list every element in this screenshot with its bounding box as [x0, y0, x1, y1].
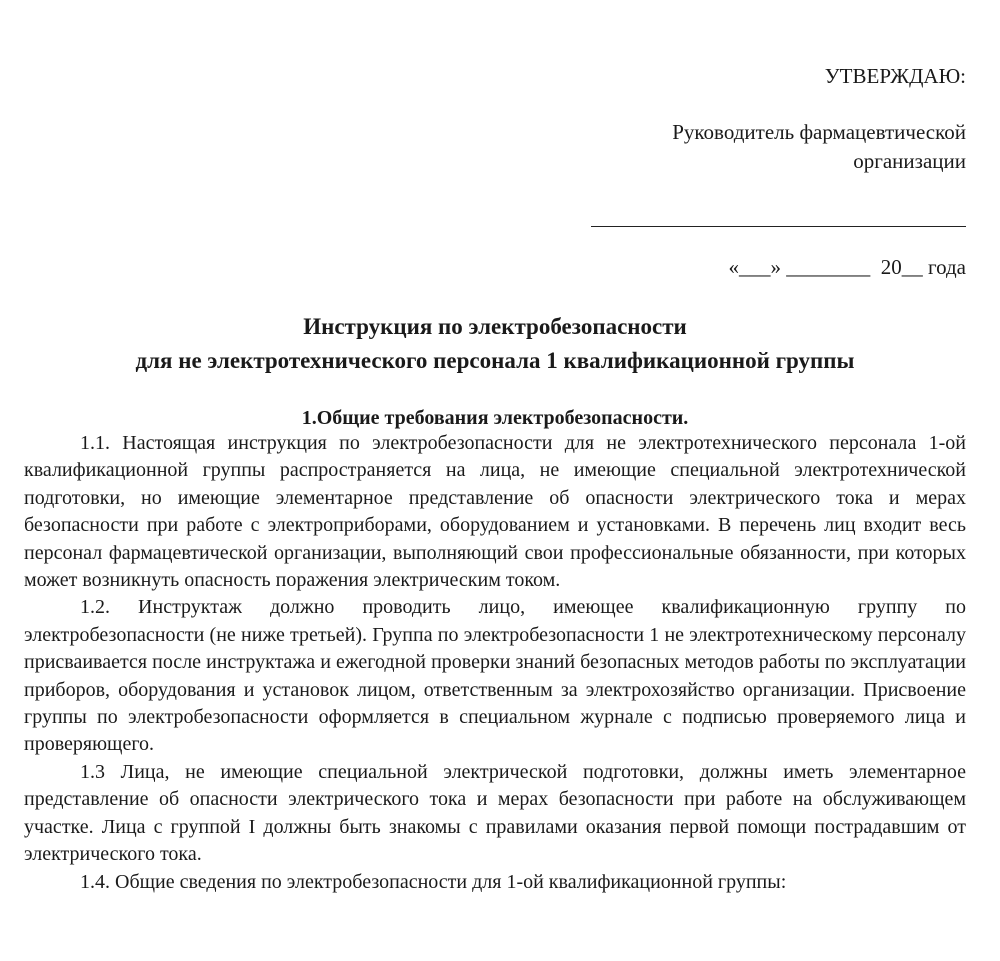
section-body [24, 430, 966, 896]
paragraph-1-4: 1.4. Общие сведения по электробезопасности для 1-ой квалификационной группы: [80, 870, 787, 893]
document-page [24, 0, 966, 961]
approval-heading: УТВЕРЖДАЮ: [824, 64, 966, 88]
document-title [24, 310, 966, 378]
approval-role [672, 118, 966, 176]
paragraph-1-2: 1.2. Инструктаж должно проводить лицо, имеющее квалификационную группу по электробезопасности (не ниже третьей). Группа по электробезопасности 1 не электротехническому персоналу присваивается после инструктажа и ежегодной проверки знаний безопасных методов работы по эксплуатации приборов, оборудования и установок лицом, ответственным за электрохозяйство организации. Присвоение группы по электробезопасности оформляется в специальном журнале с подписью проверяемого лица и проверяющего. [24, 596, 966, 756]
paragraph-1-3: 1.3 Лица, не имеющие специальной электрической подготовки, должны иметь элементарное представление об опасности электрического тока и мерах безопасности при работе на обслуживающем участке. Лица с группой I должны быть знакомы с правилами оказания первой помощи пострадавшим от электрического тока. [24, 760, 966, 866]
document-title-line1: Инструкция по электробезопасности [303, 314, 687, 339]
approval-role-line2: организации [853, 149, 966, 173]
approval-role-line1: Руководитель фармацевтической [672, 120, 966, 144]
section-heading: 1.Общие требования электробезопасности. [301, 407, 689, 429]
signature-line [591, 226, 966, 227]
approval-date-line: «___» ________ 20__ года [728, 255, 966, 279]
paragraph-1-1: 1.1. Настоящая инструкция по электробезопасности для не электротехнического персонала 1-ой квалификационной группы распространяется на лица, не имеющие специальной электротехнической подготовки, но имеющие элементарное представление об опасности электрического тока и мерах безопасности при работе с электроприборами, оборудованием и установками. В перечень лиц входит весь персонал фармацевтической организации, выполняющий свои профессиональные обязанности, при которых может возникнуть опасность поражения электрическим током. [24, 432, 966, 592]
document-title-line2: для не электротехнического персонала 1 квалификационной группы [135, 348, 855, 373]
